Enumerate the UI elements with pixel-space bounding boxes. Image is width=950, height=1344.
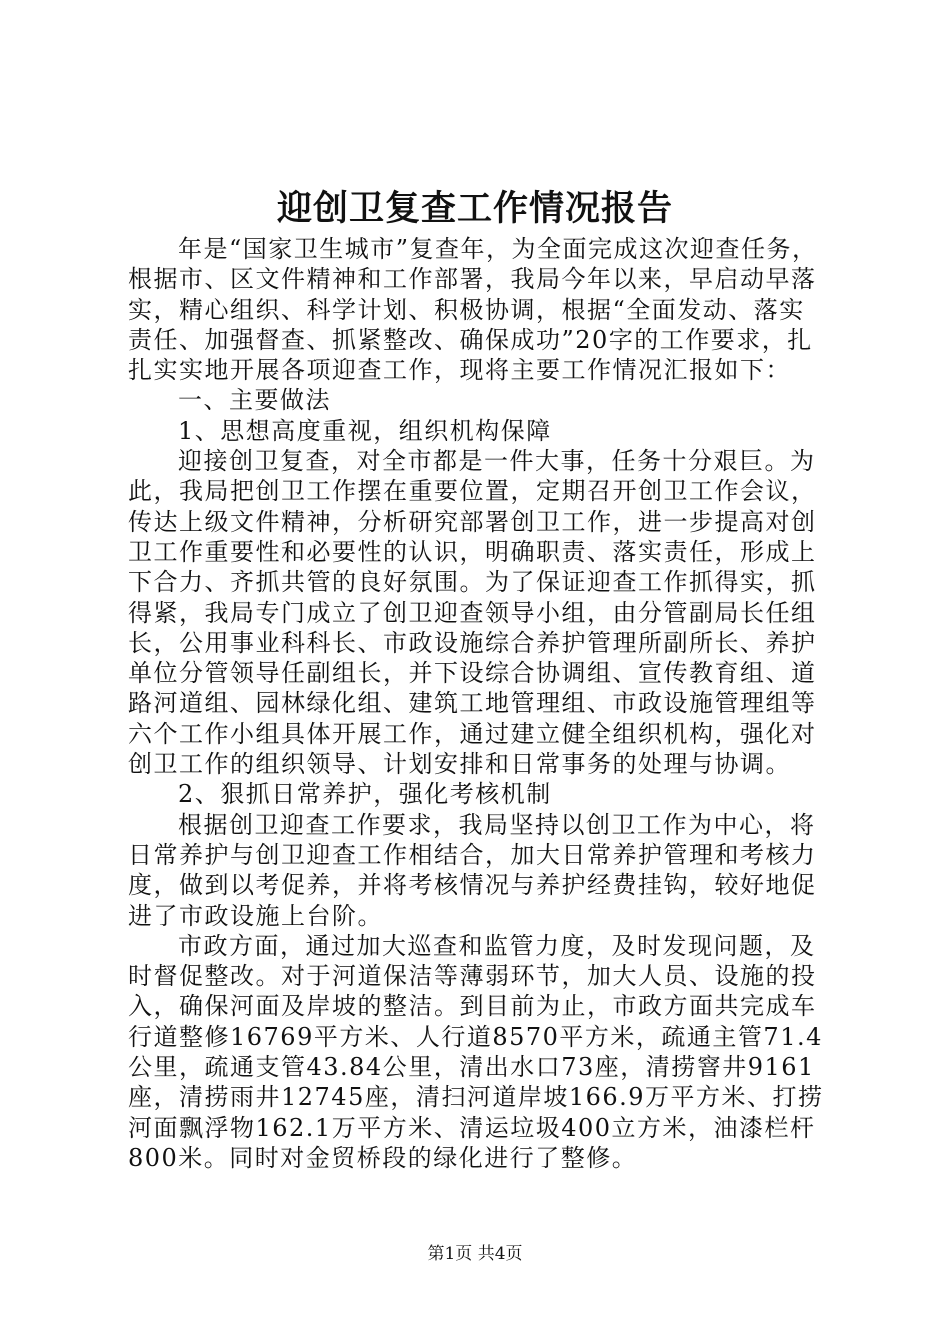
- text-line: 日常养护与创卫迎查工作相结合，加大日常养护管理和考核力: [128, 840, 817, 869]
- text-line: 实，精心组织、科学计划、积极协调，根据“全面发动、落实: [128, 295, 805, 324]
- text-line: 单位分管领导任副组长，并下设综合协调组、宣传教育组、道: [128, 659, 817, 688]
- text-line: 下合力、齐抓共管的良好氛围。为了保证迎查工作抓得实，抓: [128, 568, 817, 597]
- subsection-heading: 2、狠抓日常养护，强化考核机制: [178, 780, 552, 809]
- text-line: 行道整修16769平方米、人行道8570平方米，疏通主管71.4: [128, 1022, 823, 1051]
- text-line: 创卫工作的组织领导、计划安排和日常事务的处理与协调。: [128, 750, 791, 779]
- text-line: 迎接创卫复查，对全市都是一件大事，任务十分艰巨。为: [178, 447, 816, 476]
- text-line: 入，确保河面及岸坡的整洁。到目前为止，市政方面共完成车: [128, 992, 817, 1021]
- text-line: 时督促整改。对于河道保洁等薄弱环节，加大人员、设施的投: [128, 962, 817, 991]
- text-line: 得紧，我局专门成立了创卫迎查领导小组，由分管副局长任组: [128, 598, 817, 627]
- text-line: 年是“国家卫生城市”复查年，为全面完成这次迎查任务，: [178, 235, 818, 263]
- document-title: 迎创卫复查工作情况报告: [276, 188, 673, 229]
- text-line: 公里，疏通支管43.84公里，清出水口73座，清捞窨井9161: [128, 1053, 815, 1082]
- text-line: 根据市、区文件精神和工作部署，我局今年以来，早启动早落: [128, 265, 817, 294]
- text-line: 扎实实地开展各项迎查工作，现将主要工作情况汇报如下：: [128, 356, 791, 385]
- text-line: 传达上级文件精神，分析研究部署创卫工作，进一步提高对创: [128, 507, 817, 536]
- page-footer: 第1页 共4页: [427, 1244, 523, 1264]
- document-body: [128, 234, 840, 1173]
- text-line: 度，做到以考促养，并将考核情况与养护经费挂钩，较好地促: [128, 871, 817, 900]
- text-line: 六个工作小组具体开展工作，通过建立健全组织机构，强化对: [128, 719, 817, 748]
- text-line: 进了市政设施上台阶。: [128, 901, 383, 930]
- text-line: 责任、加强督查、抓紧整改、确保成功”20字的工作要求，扎: [128, 325, 813, 354]
- text-line: 市政方面，通过加大巡查和监管力度，及时发现问题，及: [178, 931, 816, 960]
- section-heading: 一、主要做法: [178, 386, 331, 415]
- text-line: 座，清捞雨井12745座，清扫河道岸坡166.9万平方米、打捞: [128, 1083, 824, 1112]
- text-line: 河面飘浮物162.1万平方米、清运垃圾400立方米，油漆栏杆: [128, 1113, 816, 1142]
- text-line: 路河道组、园林绿化组、建筑工地管理组、市政设施管理组等: [128, 689, 817, 718]
- text-line: 卫工作重要性和必要性的认识，明确职责、落实责任，形成上: [128, 537, 817, 566]
- text-line: 此，我局把创卫工作摆在重要位置，定期召开创卫工作会议，: [128, 477, 817, 506]
- text-line: 800米。同时对金贸桥段的绿化进行了整修。: [128, 1143, 638, 1172]
- text-line: 长，公用事业科科长、市政设施综合养护管理所副所长、养护: [128, 628, 817, 657]
- text-line: 根据创卫迎查工作要求，我局坚持以创卫工作为中心，将: [178, 810, 816, 839]
- subsection-heading: 1、思想高度重视，组织机构保障: [178, 416, 552, 445]
